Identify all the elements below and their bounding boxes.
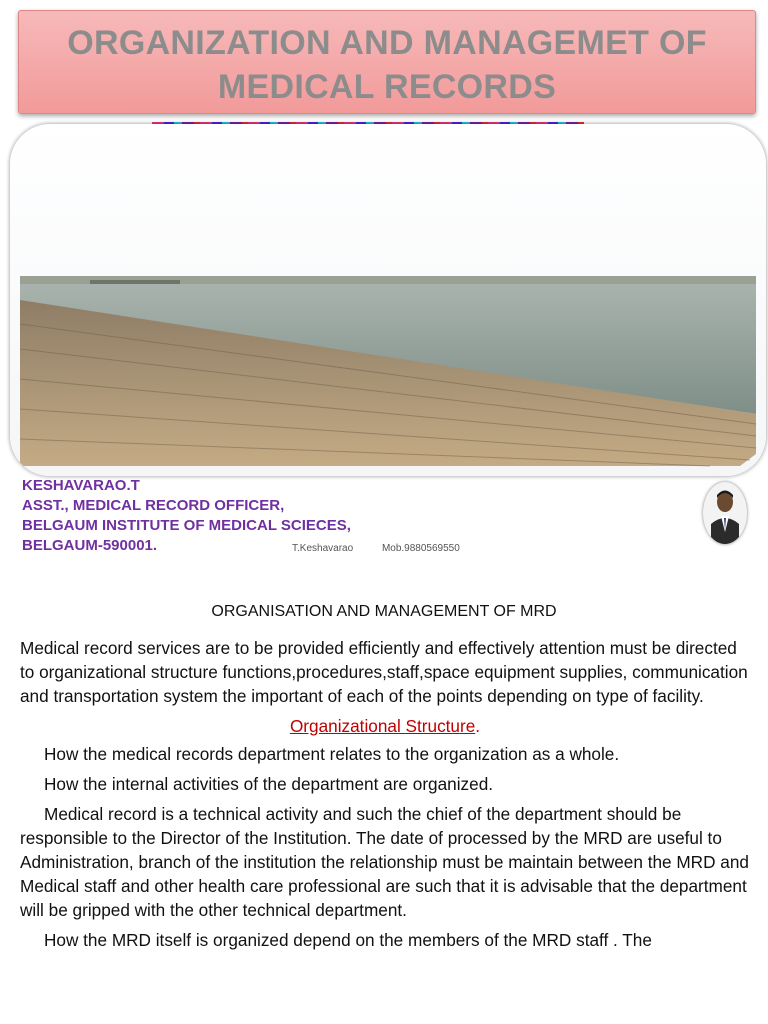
section-title-text: Organizational Structure xyxy=(289,716,476,736)
intro-paragraph: Medical record services are to be provided efficiently and effectively attention must be directed to organizational structure functions,procedures,staff,space equipment supplies, communication and transportation system the important of each of the points depending on type of facility. xyxy=(20,638,748,706)
landscape-photo xyxy=(10,124,766,476)
author-photo-icon xyxy=(703,482,747,544)
body-paragraph: Medical record is a technical activity and such the chief of the department should be responsible to the Director of the Institution. The date of processed by the MRD are useful to Administration, branch of the institution the relationship must be maintain between the MRD and Medical staff and other health care professional are such that it is advisable that the department will be gripped with the other technical department. xyxy=(20,804,749,920)
section-title-suffix: . xyxy=(475,716,481,736)
title-line-1: ORGANIZATION AND MANAGEMET OF xyxy=(67,24,707,62)
author-name: KESHAVARAO.T xyxy=(22,477,140,494)
last-line: How the MRD itself is organized depend on the members of the MRD staff . The xyxy=(44,930,652,950)
point-2: How the internal activities of the department are organized. xyxy=(44,774,494,794)
reservoir-image xyxy=(10,124,766,476)
point-1: How the medical records department relates to the organization as a whole. xyxy=(44,744,620,764)
author-designation: ASST., MEDICAL RECORD OFFICER, xyxy=(22,497,285,514)
credit-line xyxy=(292,543,460,554)
author-address: BELGAUM-590001. xyxy=(22,537,158,554)
credit-name: T.Keshavarao xyxy=(292,543,354,554)
title-line-2: MEDICAL RECORDS xyxy=(217,68,557,106)
section-title xyxy=(20,714,750,738)
credit-mobile: Mob.9880569550 xyxy=(381,543,460,554)
document-body xyxy=(20,636,750,952)
document-heading: ORGANISATION AND MANAGEMENT OF MRD xyxy=(211,603,557,620)
author-institute: BELGAUM INSTITUTE OF MEDICAL SCIECES, xyxy=(22,517,351,534)
title-banner xyxy=(18,10,756,114)
